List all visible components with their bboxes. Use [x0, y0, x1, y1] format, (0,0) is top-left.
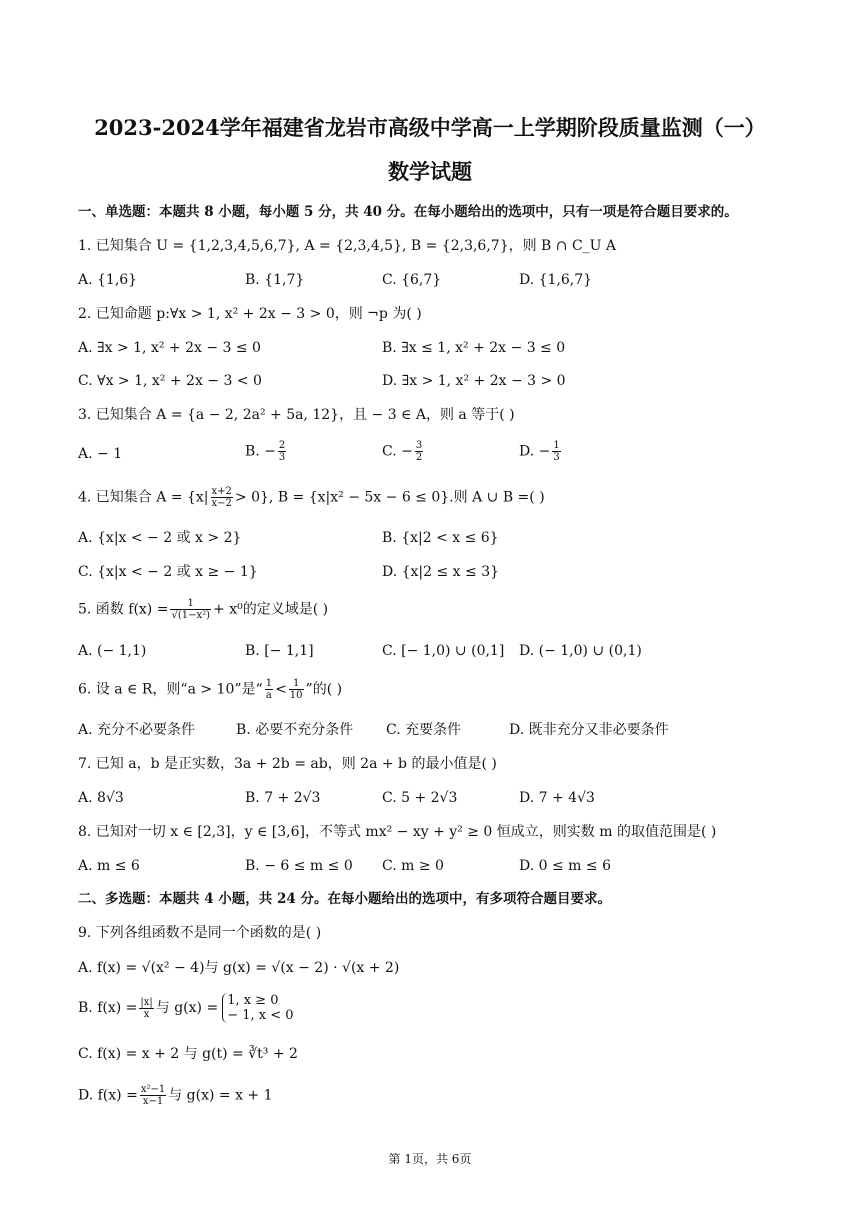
question-2-option-b: B. ∃x ≤ 1, x² + 2x − 3 ≤ 0 — [382, 340, 566, 356]
question-2-option-a: A. ∃x > 1, x² + 2x − 3 ≤ 0 — [78, 340, 261, 356]
question-1-option-d: D. {1,6,7} — [519, 272, 593, 288]
question-3-option-d: D. − $\frac{1}{3}$ — [519, 440, 560, 463]
question-9-stem: 9. 下列各组函数不是同一个函数的是( ) — [78, 925, 322, 941]
question-2-option-d: D. ∃x > 1, x² + 2x − 3 > 0 — [382, 373, 566, 389]
question-6-option-d: D. 既非充分又非必要条件 — [509, 722, 669, 738]
piecewise-cases: 1, x ≥ 0 − 1, x < 0 — [222, 993, 293, 1023]
question-6-stem: 6. 设 a ∈ R，则“a > 10”是“ $\frac{1}{a}$ < $\frac{1}{10}$ ”的( ) — [78, 678, 343, 701]
question-6-option-b: B. 必要不充分条件 — [236, 722, 354, 738]
question-4-stem: 4. 已知集合 A = {x| $\frac{x+2}{x-2}$ > 0}, B = {x|x² − 5x − 6 ≤ 0}.则 A ∪ B =( ) — [78, 486, 545, 509]
question-1-option-a: A. {1,6} — [78, 272, 138, 288]
question-5-option-a: A. (− 1,1) — [78, 643, 147, 659]
page-title: 2023-2024学年福建省龙岩市高级中学高一上学期阶段质量监测（一） — [94, 115, 766, 140]
question-3-option-a: A. − 1 — [78, 446, 123, 462]
section-heading-single-choice: 一、单选题：本题共 8 小题，每小题 5 分，共 40 分。在每小题给出的选项中，只有一项是符合题目要求的。 — [78, 204, 738, 220]
question-3-option-c: C. − $\frac{3}{2}$ — [382, 440, 423, 463]
question-3-option-b: B. − $\frac{2}{3}$ — [245, 440, 286, 463]
question-2-option-c: C. ∀x > 1, x² + 2x − 3 < 0 — [78, 373, 262, 389]
question-7-option-d: D. 7 + 4√3 — [519, 790, 595, 806]
question-5-stem: 5. 函数 f(x) = $\frac{1}{\text{√(1−x²)}}$ + x⁰的定义域是( ) — [78, 598, 329, 621]
question-6-option-a: A. 充分不必要条件 — [78, 722, 196, 738]
question-8-option-c: C. m ≥ 0 — [382, 858, 444, 874]
question-1-option-c: C. {6,7} — [382, 272, 442, 288]
question-7-option-c: C. 5 + 2√3 — [382, 790, 458, 806]
question-7-option-b: B. 7 + 2√3 — [245, 790, 321, 806]
question-8-option-d: D. 0 ≤ m ≤ 6 — [519, 858, 611, 874]
question-5-option-b: B. [− 1,1] — [245, 643, 314, 659]
section-heading-multiple-choice: 二、多选题：本题共 4 小题，共 24 分。在每小题给出的选项中，有多项符合题目要求。 — [78, 891, 611, 907]
question-9-option-c: C. f(x) = x + 2 与 g(t) = ∛t³ + 2 — [78, 1046, 298, 1062]
question-8-option-a: A. m ≤ 6 — [78, 858, 140, 874]
question-8-option-b: B. − 6 ≤ m ≤ 0 — [245, 858, 353, 874]
question-9-option-b: B. f(x) = $\frac{|x|}{x}$ 与 g(x) = 1, x ≥ 0 − 1, x < 0 — [78, 993, 294, 1023]
question-4-option-c: C. {x|x < − 2 或 x ≥ − 1} — [78, 564, 258, 580]
question-5-option-c: C. [− 1,0) ∪ (0,1] — [382, 643, 505, 659]
question-8-stem: 8. 已知对一切 x ∈ [2,3]，y ∈ [3,6]，不等式 mx² − xy + y² ≥ 0 恒成立，则实数 m 的取值范围是( ) — [78, 824, 717, 840]
page-subtitle: 数学试题 — [388, 159, 472, 184]
page-footer: 第 1页，共 6页 — [388, 1152, 472, 1166]
question-7-stem: 7. 已知 a，b 是正实数，3a + 2b = ab，则 2a + b 的最小值是( ) — [78, 756, 497, 772]
question-9-option-d: D. f(x) = $\frac{\text{x²−1}}{x-1}$ 与 g(x) = x + 1 — [78, 1084, 273, 1107]
question-1-stem: 1. 已知集合 U = {1,2,3,4,5,6,7}, A = {2,3,4,5}, B = {2,3,6,7}，则 B ∩ C_U A — [78, 238, 617, 254]
question-1-option-b: B. {1,7} — [245, 272, 305, 288]
question-4-option-a: A. {x|x < − 2 或 x > 2} — [78, 530, 242, 546]
question-7-option-a: A. 8√3 — [78, 790, 124, 806]
question-4-option-d: D. {x|2 ≤ x ≤ 3} — [382, 564, 500, 580]
question-5-option-d: D. (− 1,0) ∪ (0,1) — [519, 643, 642, 659]
question-4-option-b: B. {x|2 < x ≤ 6} — [382, 530, 499, 546]
question-3-stem: 3. 已知集合 A = {a − 2, 2a² + 5a, 12}，且 − 3 ∈ A，则 a 等于( ) — [78, 407, 515, 423]
question-9-option-a: A. f(x) = √(x² − 4)与 g(x) = √(x − 2) · √(x + 2) — [78, 960, 400, 976]
question-6-option-c: C. 充要条件 — [386, 722, 462, 738]
question-2-stem: 2. 已知命题 p:∀x > 1, x² + 2x − 3 > 0，则 ¬p 为( ) — [78, 306, 422, 322]
